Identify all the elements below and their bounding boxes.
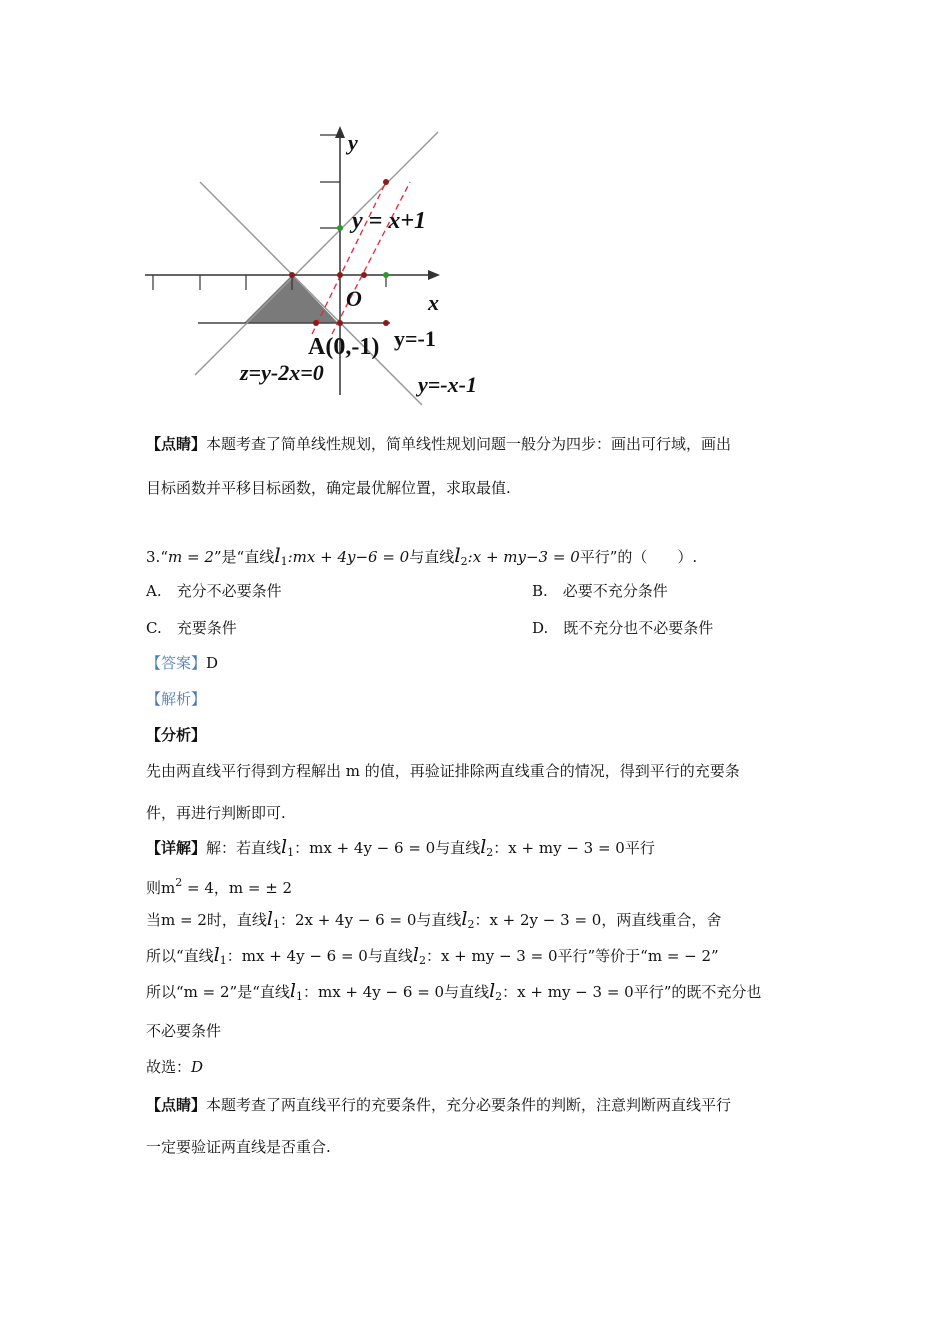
superscript: 2 [175, 876, 183, 889]
l2-subscript: 2 [460, 555, 468, 568]
answer-line [146, 652, 218, 674]
dianjing-tag: 【点睛】 [146, 435, 207, 453]
text: ：x + my − 3 = 0平行”的既不充分也 [502, 983, 762, 1001]
text: ：x + 2y − 3 = 0，两直线重合，舍 [474, 911, 722, 929]
l1-symbol: l [281, 836, 288, 858]
l1-symbol: l [289, 980, 296, 1002]
l1-symbol: l [266, 908, 273, 930]
dianjing-text: 本题考查了两直线平行的充要条件，充分必要条件的判断，注意判断两直线平行 [206, 1096, 732, 1114]
text: 当m = 2时，直线 [146, 911, 267, 929]
dianjing-text: 目标函数并平移目标函数，确定最优解位置，求取最值. [146, 479, 511, 497]
point [383, 179, 389, 185]
l2-subscript: 2 [495, 990, 503, 1003]
xiangjie-line-6: 不必要条件 [146, 1022, 222, 1040]
line3-label: y=-x-1 [418, 372, 477, 397]
fenxi-text-1: 先由两直线平行得到方程解出 m 的值，再验证排除两直线重合的情况，得到平行的充要条 [146, 762, 740, 780]
option-a[interactable]: A. 充分不必要条件 [146, 582, 282, 600]
objective-line-dashed-2 [332, 182, 410, 334]
answer-value: D [206, 654, 219, 672]
question-text: 与直线 [409, 548, 455, 566]
dianjing-2-line-1 [146, 1094, 731, 1116]
text: 所以“直线 [146, 947, 214, 965]
l1-subscript: 1 [295, 990, 303, 1003]
l2-symbol: l [489, 980, 496, 1002]
quote: “ [160, 548, 168, 566]
l1-subscript: 1 [287, 846, 295, 859]
point [337, 272, 343, 278]
l1-subscript: 1 [280, 555, 288, 568]
question-text: ”是“直线 [213, 548, 275, 566]
text: = 4，m = ± 2 [182, 879, 293, 897]
xiangjie-line-3 [146, 908, 721, 936]
text: ：mx + 4y − 6 = 0与直线 [294, 839, 481, 857]
xiangjie-line-5 [146, 980, 761, 1008]
xiangjie-tag: 【详解】 [146, 839, 207, 857]
option-c[interactable]: C. 充要条件 [146, 619, 237, 637]
x-axis-label: x [428, 290, 439, 315]
question-math: :mx + 4y−6 = 0 [287, 548, 410, 566]
l2-subscript: 2 [486, 846, 494, 859]
point [313, 320, 319, 326]
text: 故选： [146, 1058, 192, 1076]
xiangjie-line-4 [146, 944, 719, 972]
line2-label: y=-1 [394, 326, 436, 351]
dianjing-1-line-2 [146, 477, 511, 499]
y-axis-label: y [348, 130, 358, 155]
fenxi-tag: 【分析】 [146, 726, 207, 744]
question-math: :x + my−3 = 0 [467, 548, 580, 566]
point-a-label: A(0,-1) [308, 334, 380, 360]
answer-tag: 【答案】 [146, 654, 207, 672]
xiangjie-line-2 [146, 872, 292, 899]
answer-letter: D [191, 1058, 204, 1076]
text: ：x + my − 3 = 0平行”等价于“m = − 2” [425, 947, 719, 965]
point [383, 272, 389, 278]
l2-subscript: 2 [467, 918, 475, 931]
point [337, 225, 343, 231]
l2-symbol: l [461, 908, 468, 930]
point [361, 272, 367, 278]
l2-subscript: 2 [418, 954, 426, 967]
dianjing-text: 本题考查了简单线性规划，简单线性规划问题一般分为四步：画出可行域，画出 [206, 435, 732, 453]
l1-symbol: l [213, 944, 220, 966]
y-ticks [320, 135, 340, 228]
point [383, 320, 389, 326]
dianjing-1-line-1 [146, 433, 731, 455]
text: 所以“m = 2”是“直线 [146, 983, 290, 1001]
fenxi-text-2: 件，再进行判断即可. [146, 804, 286, 822]
l2-symbol: l [480, 836, 487, 858]
l2-symbol: l [454, 543, 461, 567]
text: ：mx + 4y − 6 = 0与直线 [302, 983, 490, 1001]
question-math: m = 2 [167, 548, 214, 566]
option-d[interactable]: D. 既不充分也不必要条件 [532, 619, 714, 637]
dianjing-2-line-2: 一定要验证两直线是否重合. [146, 1138, 331, 1156]
text: ：x + my − 3 = 0平行 [493, 839, 655, 857]
text: ：2x + 4y − 6 = 0与直线 [279, 911, 462, 929]
xiangjie-line-1 [146, 836, 655, 864]
l1-symbol: l [274, 543, 281, 567]
objective-label: z=y-2x=0 [240, 360, 324, 385]
line1-label: y = x+1 [352, 208, 427, 234]
l1-subscript: 1 [272, 918, 280, 931]
point-a [337, 320, 343, 326]
linear-programming-figure [140, 120, 510, 420]
l2-symbol: l [412, 944, 419, 966]
text: 则m [146, 879, 176, 897]
text: 解：若直线 [206, 839, 282, 857]
origin-label: O [346, 286, 362, 311]
xiangjie-line-7 [146, 1056, 203, 1078]
question-number: 3. [146, 548, 161, 566]
point [289, 272, 295, 278]
question-3-stem [146, 544, 697, 573]
y-axis-arrow [335, 126, 345, 138]
objective-line-dashed [312, 182, 386, 334]
l1-subscript: 1 [219, 954, 227, 967]
x-axis-arrow [428, 270, 440, 280]
feasible-region [244, 275, 338, 323]
jiexi-tag: 【解析】 [146, 690, 207, 708]
option-b[interactable]: B. 必要不充分条件 [532, 582, 668, 600]
text: ：mx + 4y − 6 = 0与直线 [226, 947, 413, 965]
question-text: 平行”的（ ）. [579, 548, 698, 566]
dianjing-tag: 【点睛】 [146, 1096, 207, 1114]
